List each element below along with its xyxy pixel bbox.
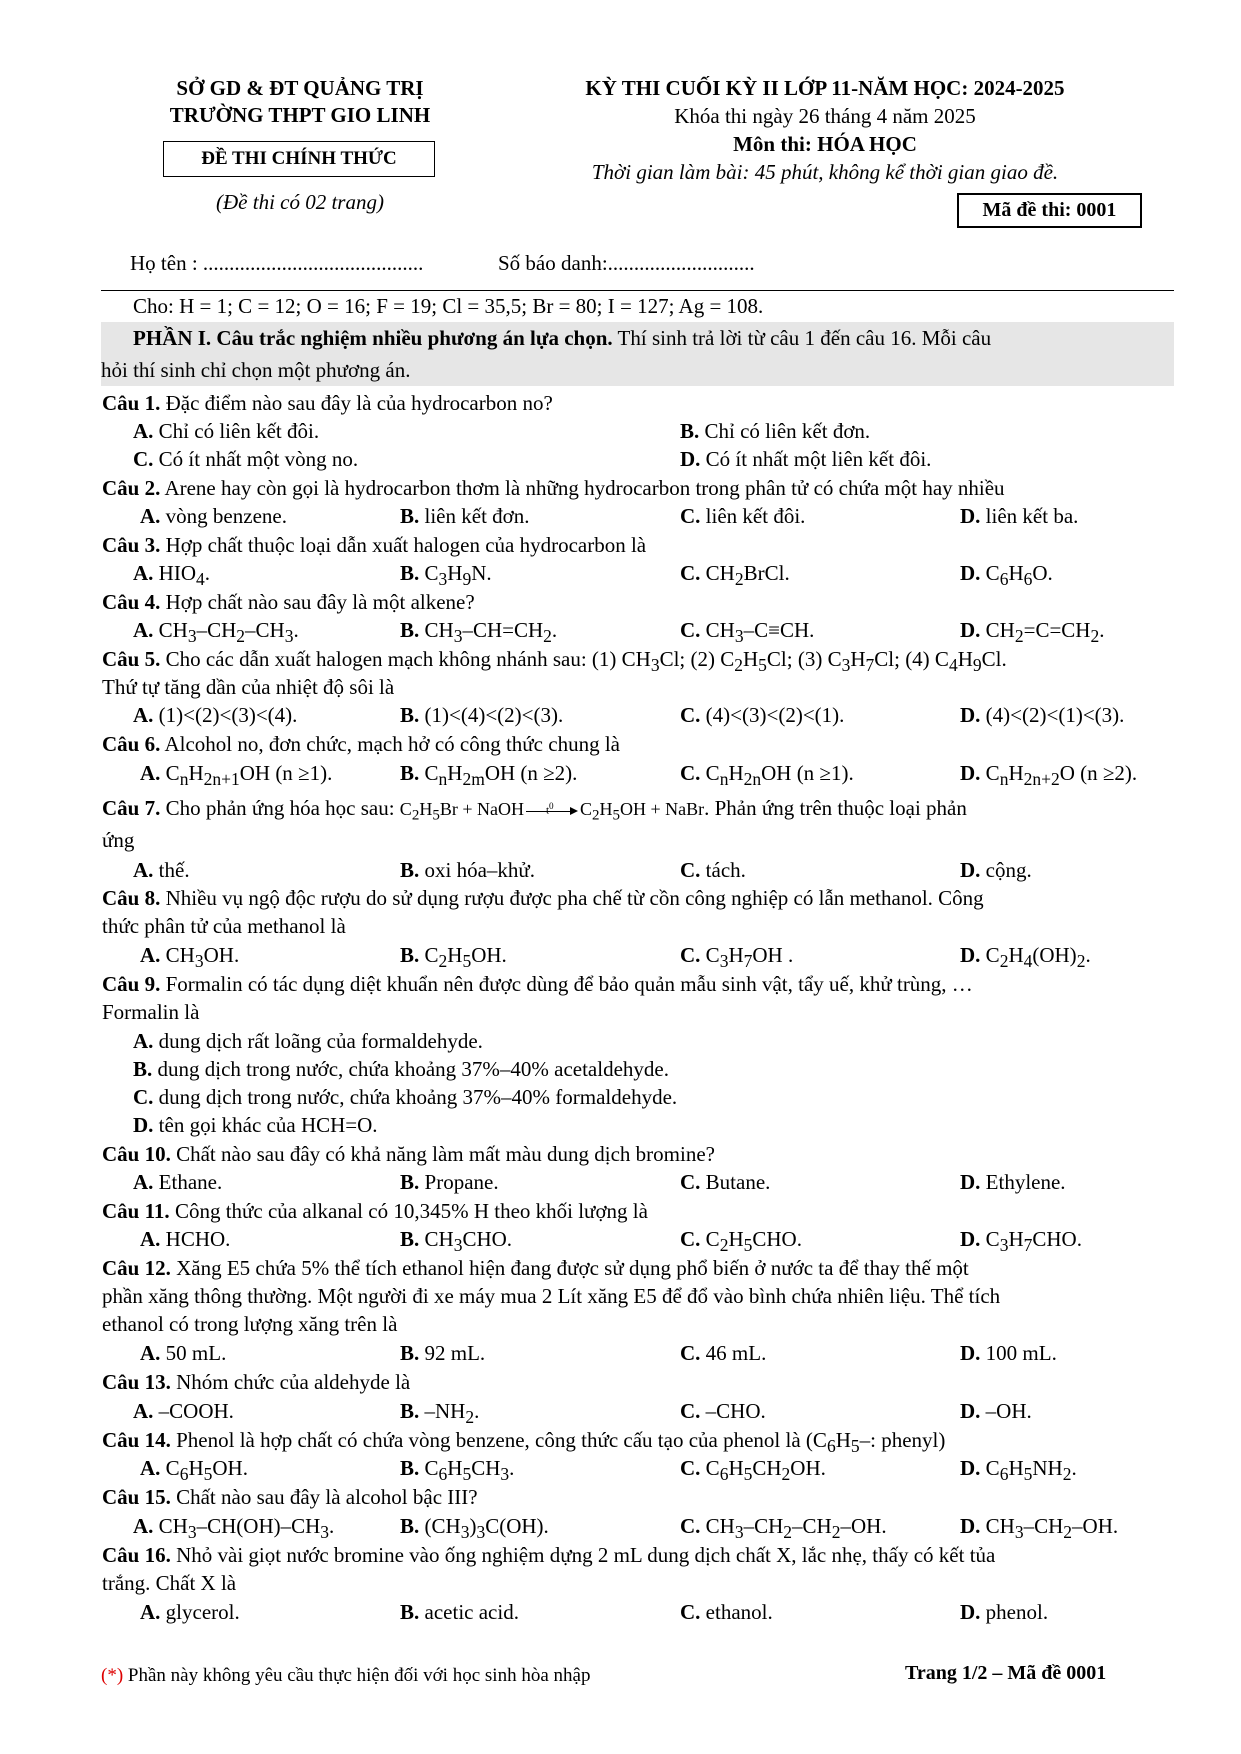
question-9-line-2: Formalin là: [102, 1000, 200, 1024]
q4-option-d[interactable]: D. $CH_2=C=CH_2$.: [960, 618, 1105, 647]
exam-subject: Môn thi: HÓA HỌC: [733, 132, 917, 156]
q16-option-d[interactable]: D. phenol.: [960, 1600, 1049, 1624]
time-note: Thời gian làm bài: 45 phút, không kể thời gian giao đề.: [591, 160, 1059, 184]
q15-option-c[interactable]: C. $CH_3-CH_2-CH_2-OH$.: [680, 1514, 887, 1543]
question-12-line-2: phần xăng thông thường. Một người đi xe máy mua 2 Lít xăng E5 để đổ vào bình chứa nhiên liệu. Thể tích: [102, 1284, 1001, 1308]
q2-option-c[interactable]: C. liên kết đôi.: [680, 504, 806, 528]
q6-option-d[interactable]: D. $C_nH_{2n+2}O$ (n ≥2).: [960, 761, 1138, 790]
reaction-equation: $C_2H_5Br$ + NaOH $t^0$ $C_2H_5OH$ + NaBr: [399, 799, 705, 824]
exam-code-box: Mã đề thi: 0001: [957, 193, 1142, 228]
q8-option-c[interactable]: C. $C_3H_7OH$ .: [680, 943, 794, 972]
q9-option-c[interactable]: C. dung dịch trong nước, chứa khoảng 37%–40% formaldehyde.: [133, 1085, 678, 1109]
q5-option-c[interactable]: C. (4)<(3)<(2)<(1).: [680, 703, 845, 727]
q9-option-a[interactable]: A. dung dịch rất loãng của formaldehyde.: [133, 1029, 483, 1053]
footer-note: (*) Phần này không yêu cầu thực hiện đối với học sinh hòa nhập: [101, 1665, 591, 1686]
section-1-instr-2: hỏi thí sinh chỉ chọn một phương án.: [101, 358, 411, 382]
question-16-line-2: trắng. Chất X là: [102, 1571, 237, 1595]
question-8: Câu 8. Nhiều vụ ngộ độc rượu do sử dụng rượu được pha chế từ cồn công nghiệp có lẫn methanol. Công: [102, 886, 984, 910]
student-id-field: Số báo danh:............................: [498, 251, 755, 275]
q3-option-d[interactable]: D. $C_6H_6O$.: [960, 561, 1053, 590]
q10-option-d[interactable]: D. Ethylene.: [960, 1170, 1066, 1194]
pages-note: (Đề thi có 02 trang): [216, 190, 384, 214]
q9-option-d[interactable]: D. tên gọi khác của HCH=O.: [133, 1113, 378, 1137]
question-3: Câu 3. Hợp chất thuộc loại dẫn xuất halogen của hydrocarbon là: [102, 533, 647, 557]
footer-star: (*): [101, 1665, 124, 1686]
question-11: Câu 11. Công thức của alkanal có 10,345% H theo khối lượng là: [102, 1199, 648, 1223]
question-7: Câu 7. Cho phản ứng hóa học sau: $C_2H_5Br$ + NaOH $t^0$ $C_2H_5OH$ + NaBr. Phản ứng trên thuộc loại phản: [102, 796, 967, 824]
q11-option-d[interactable]: D. $C_3H_7CHO$.: [960, 1227, 1082, 1256]
q6-option-b[interactable]: B. $C_nH_{2m}OH$ (n ≥2).: [400, 761, 578, 790]
q15-option-b[interactable]: B. $(CH_3)_3C(OH)$.: [400, 1514, 549, 1543]
q2-option-b[interactable]: B. liên kết đơn.: [400, 504, 530, 528]
q12-option-a[interactable]: A. 50 mL.: [140, 1341, 227, 1365]
q15-option-d[interactable]: D. $CH_3-CH_2-OH$.: [960, 1514, 1119, 1543]
question-10: Câu 10. Chất nào sau đây có khả năng làm mất màu dung dịch bromine?: [102, 1142, 715, 1166]
q5-option-b[interactable]: B. (1)<(4)<(2)<(3).: [400, 703, 564, 727]
q1-option-b[interactable]: B. Chỉ có liên kết đơn.: [680, 419, 871, 443]
q11-option-a[interactable]: A. HCHO.: [140, 1227, 231, 1251]
q3-option-a[interactable]: A. $HIO_4$.: [133, 561, 210, 590]
q12-option-b[interactable]: B. 92 mL.: [400, 1341, 486, 1365]
q11-option-b[interactable]: B. $CH_3CHO$.: [400, 1227, 513, 1256]
q13-option-c[interactable]: C. –CHO.: [680, 1399, 766, 1423]
q2-option-d[interactable]: D. liên kết ba.: [960, 504, 1079, 528]
question-6: Câu 6. Alcohol no, đơn chức, mạch hở có công thức chung là: [102, 732, 620, 756]
student-name-field: Họ tên : ..........................................: [130, 251, 424, 275]
q7-option-d[interactable]: D. cộng.: [960, 858, 1032, 882]
q14-option-b[interactable]: B. $C_6H_5CH_3$.: [400, 1456, 515, 1485]
q16-option-c[interactable]: C. ethanol.: [680, 1600, 773, 1624]
exam-date: Khóa thi ngày 26 tháng 4 năm 2025: [674, 104, 976, 128]
official-exam-box: ĐỀ THI CHÍNH THỨC: [163, 141, 435, 177]
q12-option-d[interactable]: D. 100 mL.: [960, 1341, 1057, 1365]
question-14: Câu 14. Phenol là hợp chất có chứa vòng benzene, công thức cấu tạo của phenol là ($C_6H_5-$: phenyl): [102, 1428, 946, 1457]
q3-option-c[interactable]: C. $CH_2BrCl$.: [680, 561, 790, 590]
school-name: TRƯỜNG THPT GIO LINH: [169, 103, 431, 127]
reaction-arrow-icon: $t^0$: [526, 806, 578, 816]
q2-option-a[interactable]: A. vòng benzene.: [140, 504, 287, 528]
q13-option-a[interactable]: A. –COOH.: [133, 1399, 234, 1423]
question-2: Câu 2. Arene hay còn gọi là hydrocarbon thơm là những hydrocarbon trong phân tử có chứa một hay nhiều: [102, 476, 1005, 500]
q5-option-a[interactable]: A. (1)<(2)<(3)<(4).: [133, 703, 298, 727]
dept-name: SỞ GD & ĐT QUẢNG TRỊ: [176, 76, 424, 100]
q10-option-b[interactable]: B. Propane.: [400, 1170, 499, 1194]
q8-option-b[interactable]: B. $C_2H_5OH$.: [400, 943, 507, 972]
q16-option-b[interactable]: B. acetic acid.: [400, 1600, 519, 1624]
q1-option-d[interactable]: D. Có ít nhất một liên kết đôi.: [680, 447, 932, 471]
section-1-instr-1: Thí sinh trả lời từ câu 1 đến câu 16. Mỗi câu: [612, 326, 992, 350]
question-1: Câu 1. Đặc điểm nào sau đây là của hydrocarbon no?: [102, 391, 553, 415]
question-15: Câu 15. Chất nào sau đây là alcohol bậc III?: [102, 1485, 478, 1509]
q7-option-b[interactable]: B. oxi hóa–khử.: [400, 858, 536, 882]
q7-option-c[interactable]: C. tách.: [680, 858, 746, 882]
question-13: Câu 13. Nhóm chức của aldehyde là: [102, 1370, 411, 1394]
q1-option-a[interactable]: A. Chỉ có liên kết đôi.: [133, 419, 320, 443]
q13-option-d[interactable]: D. –OH.: [960, 1399, 1032, 1423]
q14-option-d[interactable]: D. $C_6H_5NH_2$.: [960, 1456, 1077, 1485]
question-12: Câu 12. Xăng E5 chứa 5% thể tích ethanol hiện đang được sử dụng phổ biến ở nước ta để thay thế một: [102, 1256, 969, 1280]
q11-option-c[interactable]: C. $C_2H_5CHO$.: [680, 1227, 802, 1256]
q14-option-c[interactable]: C. $C_6H_5CH_2OH$.: [680, 1456, 826, 1485]
exam-title: KỲ THI CUỐI KỲ II LỚP 11-NĂM HỌC: 2024-2025: [585, 76, 1065, 100]
q16-option-a[interactable]: A. glycerol.: [140, 1600, 240, 1624]
question-8-line-2: thức phân tử của methanol là: [102, 914, 346, 938]
question-7-line-2: ứng: [102, 828, 135, 852]
question-16: Câu 16. Nhỏ vài giọt nước bromine vào ống nghiệm dựng 2 mL dung dịch chất X, lắc nhẹ, thấy có kết tủa: [102, 1543, 996, 1567]
question-5-line-2: Thứ tự tăng dần của nhiệt độ sôi là: [102, 675, 395, 699]
q15-option-a[interactable]: A. $CH_3-CH(OH)-CH_3$.: [133, 1514, 335, 1543]
q10-option-c[interactable]: C. Butane.: [680, 1170, 771, 1194]
section-1-title: PHẦN I. Câu trắc nghiệm nhiều phương án lựa chọn.: [133, 326, 613, 350]
section-1-header: [101, 322, 1174, 386]
q6-option-c[interactable]: C. $C_nH_{2n}OH$ (n ≥1).: [680, 761, 854, 790]
q14-option-a[interactable]: A. $C_6H_5OH$.: [140, 1456, 248, 1485]
atomic-masses: Cho: H = 1; C = 12; O = 16; F = 19; Cl = 35,5; Br = 80; I = 127; Ag = 108.: [133, 294, 764, 318]
q3-option-b[interactable]: B. $C_3H_9N$.: [400, 561, 492, 590]
q1-option-c[interactable]: C. Có ít nhất một vòng no.: [133, 447, 359, 471]
page-number: Trang 1/2 – Mã đề 0001: [905, 1662, 1107, 1684]
question-12-line-3: ethanol có trong lượng xăng trên là: [102, 1312, 398, 1336]
q4-option-c[interactable]: C. $CH_3-C\equiv CH$.: [680, 618, 815, 647]
q13-option-b[interactable]: B. $-NH_2$.: [400, 1399, 480, 1428]
question-9: Câu 9. Formalin có tác dụng diệt khuẩn nên được dùng để bảo quản mẫu sinh vật, tẩy uế, khử trùng, …: [102, 972, 973, 996]
q8-option-d[interactable]: D. $C_2H_4(OH)_2$.: [960, 943, 1091, 972]
question-4: Câu 4. Hợp chất nào sau đây là một alkene?: [102, 590, 475, 614]
q4-option-b[interactable]: B. $CH_3-CH=CH_2$.: [400, 618, 558, 647]
q7-option-a[interactable]: A. thế.: [133, 858, 190, 882]
q10-option-a[interactable]: A. Ethane.: [133, 1170, 223, 1194]
q8-option-a[interactable]: A. $CH_3OH$.: [140, 943, 240, 972]
q5-option-d[interactable]: D. (4)<(2)<(1)<(3).: [960, 703, 1125, 727]
q9-option-b[interactable]: B. dung dịch trong nước, chứa khoảng 37%–40% acetaldehyde.: [133, 1057, 669, 1081]
q6-option-a[interactable]: A. $C_nH_{2n+1}OH$ (n ≥1).: [140, 761, 333, 790]
question-5: Câu 5. Cho các dẫn xuất halogen mạch không nhánh sau: (1) $CH_3Cl$; (2) $C_2H_5Cl$; (3) $C_3H_7Cl$; (4) $C_4H_9Cl$.: [102, 647, 1007, 676]
q4-option-a[interactable]: A. $CH_3-CH_2-CH_3$.: [133, 618, 299, 647]
q12-option-c[interactable]: C. 46 mL.: [680, 1341, 767, 1365]
header-divider: [101, 290, 1174, 291]
